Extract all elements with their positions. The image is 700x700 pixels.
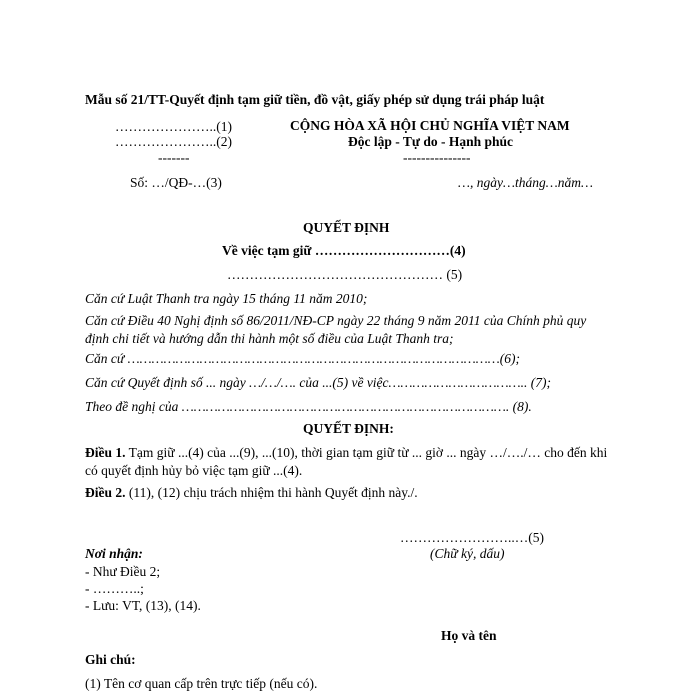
article-1-label: Điều 1.	[85, 445, 126, 460]
note-item: (1) Tên cơ quan cấp trên trực tiếp (nếu có).	[85, 676, 318, 691]
article-1-text: Tạm giữ ...(4) của ...(9), ...(10), thời gian tạm giữ từ ... giờ ... ngày …/…./… cho đến khi có quyết định hủy bỏ việc tạm giữ ...(4).	[85, 445, 608, 478]
agency-name-line: …………………..(2)	[115, 134, 232, 149]
legal-basis-2: Căn cứ Điều 40 Nghị định số 86/2011/NĐ-CP ngày 22 tháng 9 năm 2011 của Chính phủ quy định chi tiết và hướng dẫn thi hành một số điều của Luật Thanh tra;	[85, 313, 587, 346]
document-subject: Về việc tạm giữ …………………………(4)	[222, 243, 466, 258]
national-motto: Độc lập - Tự do - Hạnh phúc	[348, 134, 514, 149]
recipient-item: - Lưu: VT, (13), (14).	[85, 598, 201, 613]
legal-basis-5: Theo đề nghị của ………………………………………………………………………. (8).	[85, 399, 532, 414]
agency-superior-line: …………………..(1)	[115, 119, 232, 134]
article-2-text: (11), (12) chịu trách nhiệm thi hành Quyết định này./.	[125, 485, 418, 500]
right-divider: ---------------	[403, 150, 471, 165]
signer-title-line: ……………………..…(5)	[400, 530, 544, 545]
legal-basis-4: Căn cứ Quyết định số ... ngày …/…/…. của ...(5) về việc…………………………….. (7);	[85, 375, 551, 390]
notes-heading: Ghi chú:	[85, 652, 136, 667]
recipient-item: - ………..;	[85, 581, 144, 596]
form-title: Mẫu số 21/TT-Quyết định tạm giữ tiền, đồ vật, giấy phép sử dụng trái pháp luật	[85, 92, 545, 107]
article-2-label: Điều 2.	[85, 485, 126, 500]
signature-note: (Chữ ký, dấu)	[430, 546, 505, 561]
decision-heading: QUYẾT ĐỊNH:	[303, 421, 394, 436]
country-name: CỘNG HÒA XÃ HỘI CHỦ NGHĨA VIỆT NAM	[290, 118, 570, 133]
signer-name: Họ và tên	[441, 628, 497, 643]
legal-basis-3: Căn cứ …………………………………………………………………………………(6);	[85, 351, 520, 366]
left-divider: -------	[158, 150, 190, 165]
recipients-heading: Nơi nhận:	[85, 546, 143, 561]
article-1	[85, 444, 613, 480]
place-date: …, ngày…tháng…năm…	[458, 175, 594, 190]
article-2	[85, 485, 418, 501]
recipient-item: - Như Điều 2;	[85, 564, 161, 579]
decision-number: Số: …/QĐ-…(3)	[130, 175, 222, 190]
document-title: QUYẾT ĐỊNH	[303, 220, 390, 235]
legal-basis-1: Căn cứ Luật Thanh tra ngày 15 tháng 11 năm 2010;	[85, 291, 368, 306]
document-subject-continued: ………………………………………… (5)	[227, 267, 463, 282]
